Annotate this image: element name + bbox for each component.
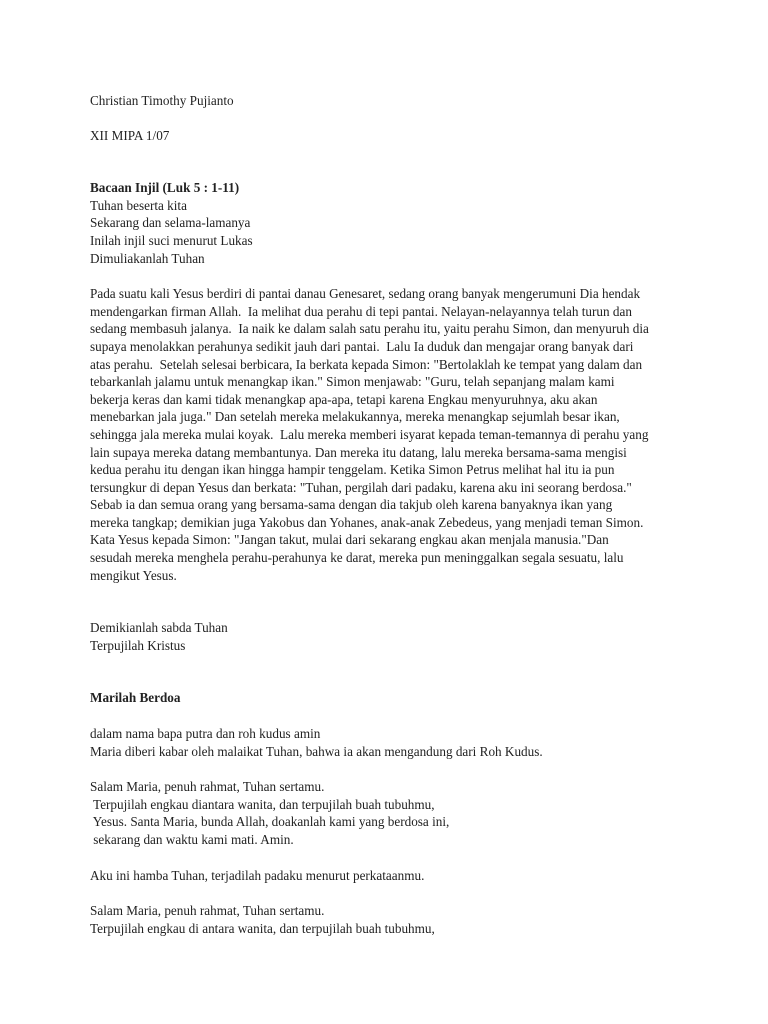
gospel-body-line: sehingga jala mereka mulai koyak. Lalu mereka memberi isyarat kepada teman-temannya di perahu yang: [90, 426, 649, 442]
gospel-closing-line: Demikianlah sabda Tuhan: [90, 620, 228, 636]
document-page: [90, 92, 710, 937]
gospel-body-line: Pada suatu kali Yesus berdiri di pantai danau Genesaret, sedang orang banyak mengerumuni Dia hendak: [90, 286, 641, 302]
gospel-body-line: mengikut Yesus.: [90, 567, 177, 583]
gospel-body-line: sesudah mereka menghela perahu-perahunya ke darat, mereka pun meninggalkan segala sesuatu, lalu: [90, 550, 624, 566]
gospel-body-line: tersungkur di depan Yesus dan berkata: "Tuhan, pergilah dari padaku, karena aku ini seorang berdosa.": [90, 479, 632, 495]
hail-mary-line: Terpujilah engkau diantara wanita, dan terpujilah buah tubuhmu,: [90, 796, 435, 812]
gospel-intro-line: Inilah injil suci menurut Lukas: [90, 232, 253, 248]
gospel-intro-line: Sekarang dan selama-lamanya: [90, 215, 251, 231]
prayer-opening-line: Maria diberi kabar oleh malaikat Tuhan, bahwa ia akan mengandung dari Roh Kudus.: [90, 743, 543, 759]
hail-mary-line: Terpujilah engkau di antara wanita, dan terpujilah buah tubuhmu,: [90, 920, 435, 936]
gospel-body-line: Kata Yesus kepada Simon: "Jangan takut, mulai dari sekarang engkau akan menjala manusia."Dan: [90, 532, 609, 548]
author-name: Christian Timothy Pujianto: [90, 93, 234, 108]
gospel-body-line: supaya menolakkan perahunya sedikit jauh dari pantai. Lalu Ia duduk dan mengajar orang banyak dari: [90, 338, 634, 354]
gospel-body-line: mendengarkan firman Allah. Ia melihat dua perahu di tepi pantai. Nelayan-nelayannya telah turun dan: [90, 303, 632, 319]
gospel-intro-line: Dimuliakanlah Tuhan: [90, 250, 205, 266]
class-label: XII MIPA 1/07: [90, 127, 170, 143]
hail-mary-line: Yesus. Santa Maria, bunda Allah, doakanlah kami yang berdosa ini,: [90, 814, 450, 830]
gospel-body-line: tebarkanlah jalamu untuk menangkap ikan." Simon menjawab: "Guru, telah sepanjang malam kami: [90, 374, 615, 390]
gospel-heading: Bacaan Injil (Luk 5 : 1-11): [90, 180, 240, 196]
gospel-closing-line: Terpujilah Kristus: [90, 637, 186, 653]
gospel-intro-line: Tuhan beserta kita: [90, 197, 187, 213]
gospel-body-line: sedang membasuh jalanya. Ia naik ke dalam salah satu perahu itu, yaitu perahu Simon, dan menyuruh dia: [90, 321, 649, 337]
gospel-body-line: menebarkan jala juga." Dan setelah mereka melakukannya, mereka menangkap sejumlah besar ikan,: [90, 409, 620, 425]
gospel-body: [90, 285, 710, 584]
prayer-response: Aku ini hamba Tuhan, terjadilah padaku menurut perkataanmu.: [90, 867, 425, 883]
prayer-opening-line: dalam nama bapa putra dan roh kudus amin: [90, 726, 321, 742]
gospel-body-line: kedua perahu itu dengan ikan hingga hampir tenggelam. Ketika Simon Petrus melihat hal itu ia pun: [90, 462, 615, 478]
hail-mary-line: sekarang dan waktu kami mati. Amin.: [90, 832, 294, 847]
gospel-body-line: lain supaya mereka datang membantunya. Dan mereka itu datang, lalu mereka bersama-sama mengisi: [90, 444, 627, 460]
hail-mary-line: Salam Maria, penuh rahmat, Tuhan sertamu.: [90, 903, 325, 919]
gospel-body-line: mereka tangkap; demikian juga Yakobus dan Yohanes, anak-anak Zebedeus, yang menjadi teman Simon.: [90, 514, 644, 530]
gospel-body-line: bekerja keras dan kami tidak menangkap apa-apa, tetapi karena Engkau menyuruhnya, aku akan: [90, 391, 598, 407]
hail-mary-line: Salam Maria, penuh rahmat, Tuhan sertamu.: [90, 779, 325, 795]
prayer-heading: Marilah Berdoa: [90, 690, 181, 706]
gospel-body-line: Sebab ia dan semua orang yang bersama-sama dengan dia takjub oleh karena banyaknya ikan yang: [90, 497, 613, 513]
gospel-body-line: atas perahu. Setelah selesai berbicara, Ia berkata kepada Simon: "Bertolaklah ke tempat yang dalam dan: [90, 356, 643, 372]
